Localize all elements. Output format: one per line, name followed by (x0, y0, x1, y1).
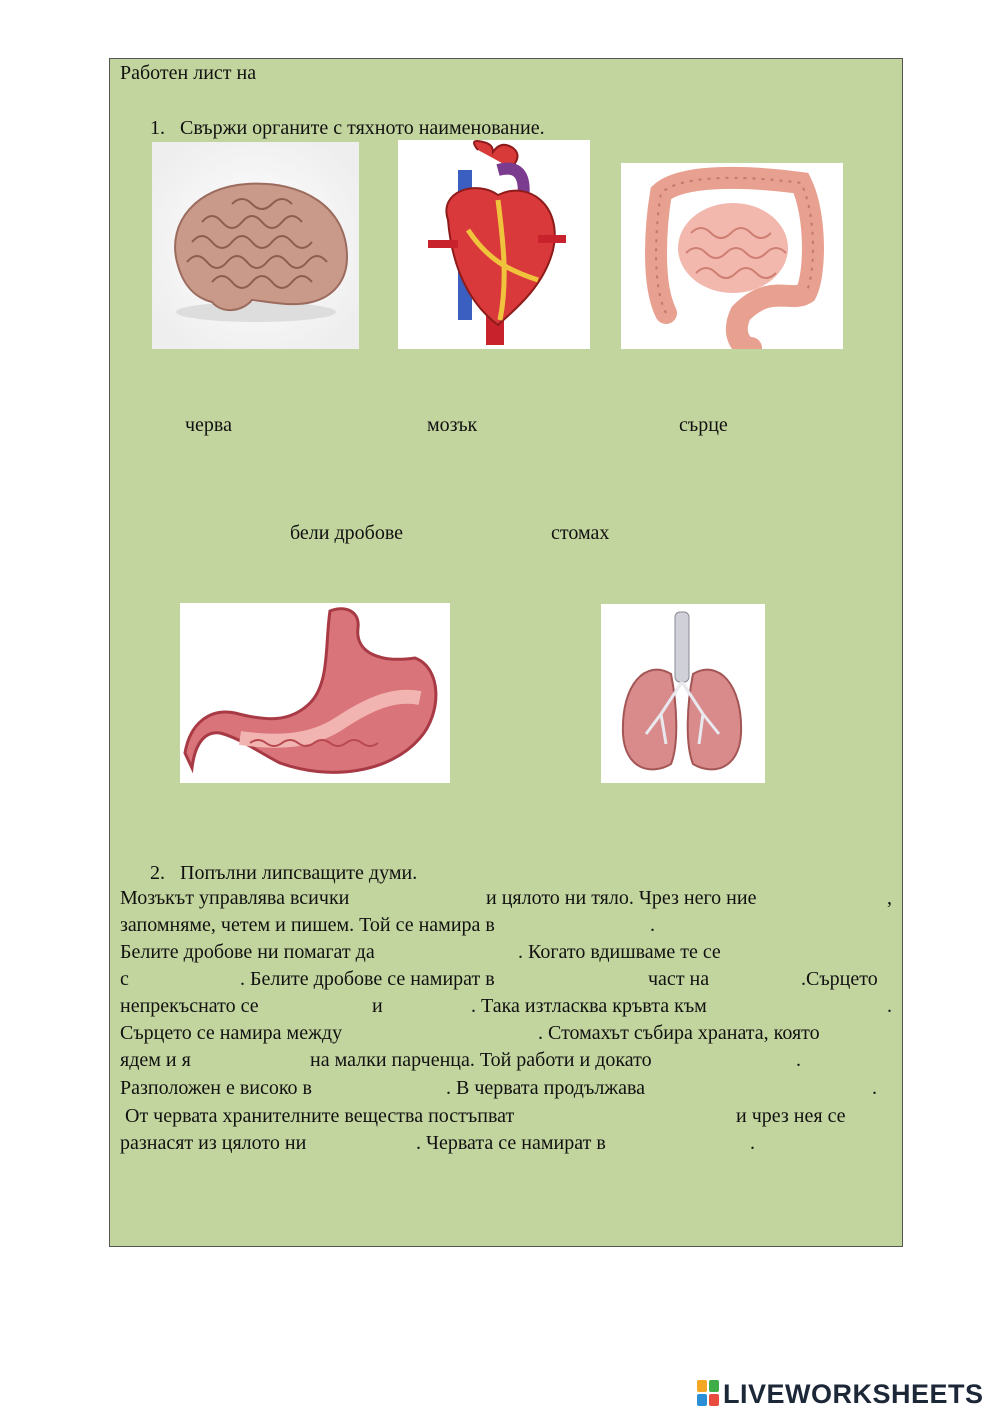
stomach-image[interactable] (180, 603, 450, 783)
text-fragment: с (120, 968, 129, 990)
heart-illustration (398, 140, 590, 349)
text-fragment: . (650, 914, 655, 936)
text-line (120, 1132, 895, 1158)
stomach-illustration (180, 603, 450, 783)
text-line (120, 1049, 895, 1075)
text-fragment: . (887, 995, 892, 1017)
text-fragment: Белите дробове ни помагат да (120, 941, 375, 963)
worksheet-panel (109, 58, 903, 1247)
task2-title: Попълни липсващите думи. (180, 862, 418, 884)
task1-number: 1. (150, 117, 165, 139)
label-sarce[interactable]: сърце (679, 414, 728, 436)
text-fragment: . Когато вдишваме те се (518, 941, 721, 963)
text-fragment: запомняме, четем и пишем. Той се намира в (120, 914, 495, 936)
text-fragment: .Сърцето (801, 968, 878, 990)
text-fragment: От червата хранителните вещества постъпват (125, 1105, 515, 1127)
text-fragment: Разположен е високо в (120, 1077, 313, 1099)
lungs-illustration (601, 604, 765, 783)
heart-image[interactable] (398, 140, 590, 349)
text-fragment: . В червата продължава (446, 1077, 646, 1099)
text-line (120, 995, 895, 1021)
text-line (120, 968, 895, 994)
logo-tile (709, 1394, 719, 1406)
text-fragment: и чрез нея се (736, 1105, 846, 1127)
text-line (120, 914, 895, 940)
text-fragment: непрекъснато се (120, 995, 259, 1017)
text-fragment: . Стомахът събира храната, която (538, 1022, 820, 1044)
text-fragment: . (750, 1132, 755, 1154)
text-line (120, 1022, 895, 1048)
logo-tile (709, 1380, 719, 1392)
label-cherva[interactable]: черва (185, 414, 232, 436)
task2-number: 2. (150, 862, 165, 884)
logo-tile (697, 1394, 707, 1406)
text-fragment: . (872, 1077, 877, 1099)
text-fragment: . Така изтласква кръвта към (471, 995, 707, 1017)
label-beli-drobove[interactable]: бели дробове (290, 522, 404, 544)
text-fragment: . Червата се намират в (416, 1132, 606, 1154)
liveworksheets-logo-icon (697, 1380, 719, 1406)
text-fragment: . Белите дробове се намират в (240, 968, 495, 990)
text-fragment: , (887, 887, 892, 909)
intestines-image[interactable] (621, 163, 843, 349)
brain-image[interactable] (152, 142, 359, 349)
intestines-illustration (621, 163, 843, 349)
text-fragment: и (372, 995, 383, 1017)
task1-title: Свържи органите с тяхното наименование. (180, 117, 545, 139)
worksheet-header: Работен лист на (120, 62, 257, 84)
text-fragment: Сърцето се намира между (120, 1022, 343, 1044)
text-line (120, 887, 895, 913)
lungs-image[interactable] (601, 604, 765, 783)
text-fragment: и цялото ни тяло. Чрез него ние (486, 887, 757, 909)
text-line (120, 1105, 895, 1131)
logo-tile (697, 1380, 707, 1392)
label-stomah[interactable]: стомах (551, 522, 610, 544)
text-fragment: част на (648, 968, 710, 990)
text-line (120, 1077, 895, 1103)
text-fragment: на малки парченца. Той работи и докато (310, 1049, 652, 1071)
text-fragment: . (796, 1049, 801, 1071)
label-mozak[interactable]: мозък (427, 414, 478, 436)
text-fragment: Мозъкът управлява всички (120, 887, 350, 909)
text-fragment: ядем и я (120, 1049, 191, 1071)
text-fragment: разнасят из цялото ни (120, 1132, 307, 1154)
liveworksheets-wordmark: LIVEWORKSHEETS (723, 1379, 984, 1409)
brain-illustration (152, 142, 359, 349)
text-line (120, 941, 895, 967)
liveworksheets-brand (697, 1377, 997, 1411)
